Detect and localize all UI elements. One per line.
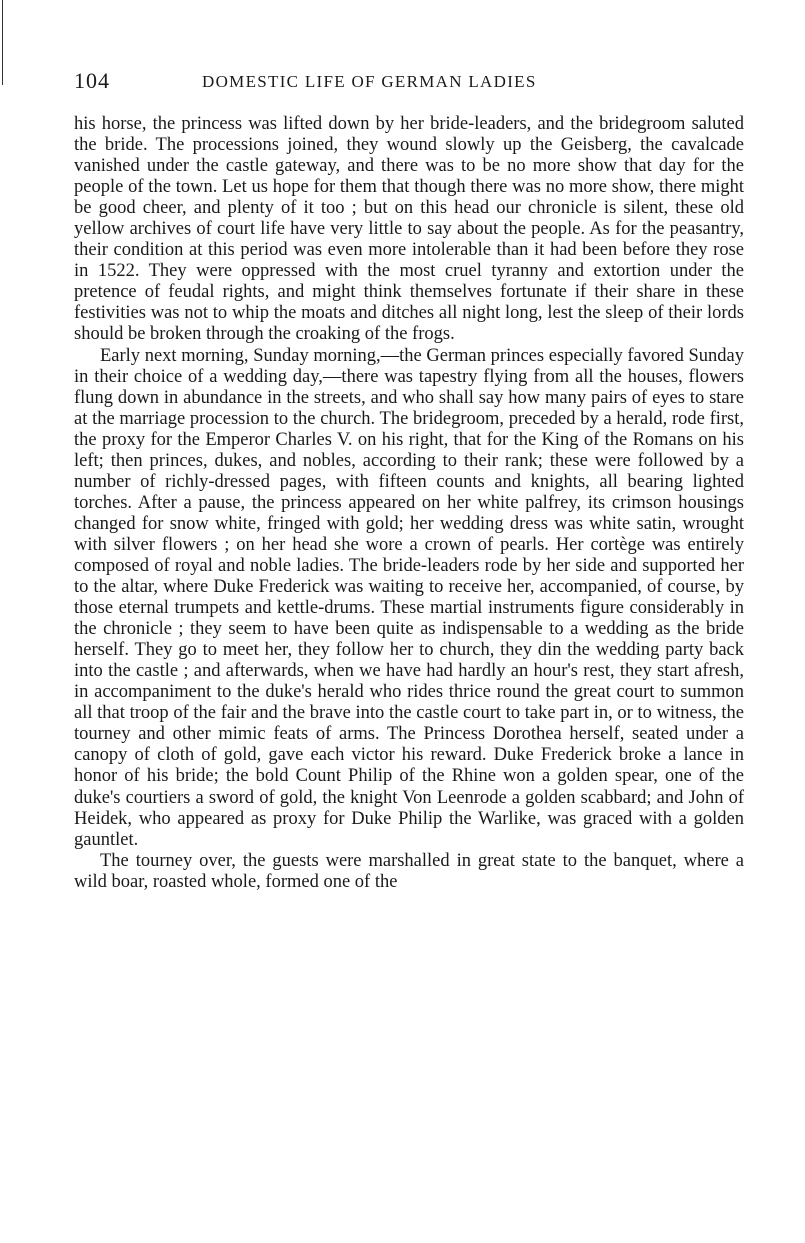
paragraph-banquet: The tourney over, the guests were marshalled in great state to the banquet, where a wild boar, roasted whole, formed one of the [74,850,744,892]
binding-edge-line [2,0,3,85]
running-title: DOMESTIC LIFE OF GERMAN LADIES [202,72,537,91]
paragraph-continued: his horse, the princess was lifted down by her bride-leaders, and the bridegroom saluted the bride. The processions joined, they wound slowly up the Geisberg, the cavalcade vanished under the castle gateway, and there was to be no more show that day for the people of the town. Let us hope for them that though there was no more show, there might be good cheer, and plenty of it too ; but on this head our chronicle is silent, these old yellow archives of court life have very little to say about the people. As for the peasantry, their condition at this period was even more intolerable than it had been before they rose in 1522. They were oppressed with the most cruel tyranny and extortion under the pretence of feudal rights, and might think themselves fortunate if their share in these festivities was not to whip the moats and ditches all night long, lest the sleep of their lords should be broken through the croaking of the frogs. [74,114,744,345]
paragraph-wedding-procession: Early next morning, Sunday morning,—the German princes especially favored Sunday in their choice of a wedding day,—there was tapestry flying from all the houses, flowers flung down in abundance in the streets, and who shall say how many pairs of eyes to stare at the marriage procession to the church. The bridegroom, preceded by a herald, rode first, the proxy for the Emperor Charles V. on his right, that for the King of the Romans on his left; then princes, dukes, and nobles, according to their rank; these were followed by a number of richly-dressed pages, with fifteen counts and knights, all bearing lighted torches. After a pause, the princess appeared on her white palfrey, its crimson housings changed for snow white, fringed with gold; her wedding dress was white satin, wrought with silver flowers ; on her head she wore a crown of pearls. Her cortège was entirely composed of royal and noble ladies. The bride-leaders rode by her side and supported her to the altar, where Duke Frederick was waiting to receive her, accompanied, of course, by those eternal trumpets and kettle-drums. These martial instruments figure considerably in the chronicle ; they seem to have been quite as indispensable to a wedding as the bride herself. They go to meet her, they follow her to church, they din the wedding party back into the castle ; and afterwards, when we have had hardly an hour's rest, they start afresh, in accompaniment to the duke's herald who rides thrice round the great court to summon all that troop of the fair and the brave into the castle court to take part in, or to witness, the tourney and other mimic feats of arms. The Princess Dorothea herself, seated under a canopy of cloth of gold, gave each victor his reward. Duke Frederick broke a lance in honor of his bride; the bold Count Philip of the Rhine won a golden spear, one of the duke's courtiers a sword of gold, the knight Von Leenrode a golden scabbard; and John of Heidek, who appeared as proxy for Duke Philip the Warlike, was graced with a golden gauntlet. [74,345,744,850]
page-number: 104 [74,68,110,93]
body-text [74,114,744,893]
running-head [74,68,744,98]
